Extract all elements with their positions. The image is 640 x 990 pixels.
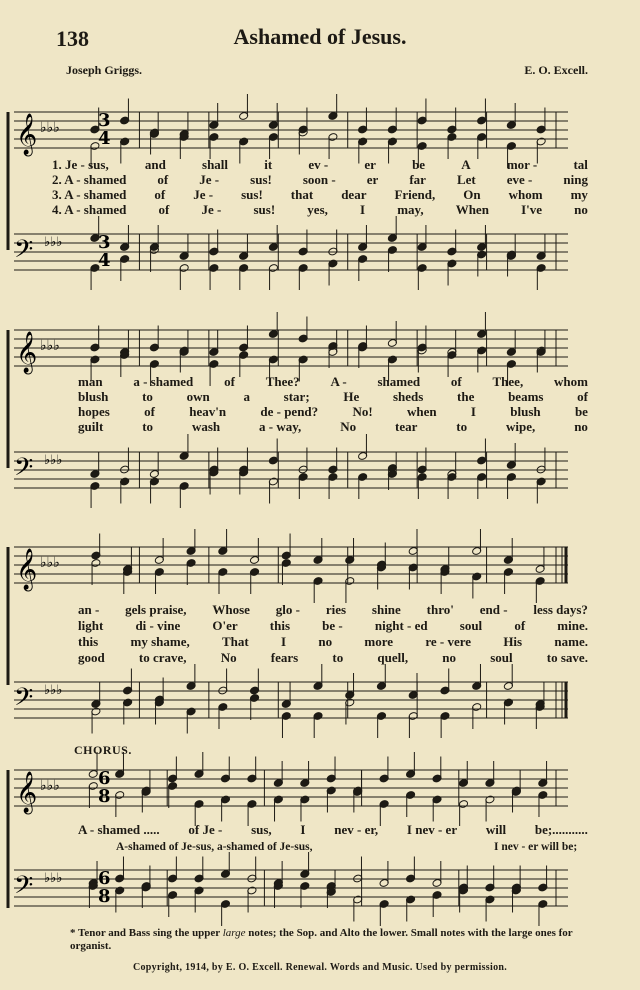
verse-3-line-2	[78, 404, 588, 420]
lyric-syllable: star;	[283, 389, 310, 404]
svg-text:♭♭♭: ♭♭♭	[44, 453, 63, 468]
lyric-syllable: Je -	[201, 202, 222, 217]
lyric-syllable: shine	[371, 602, 401, 617]
chorus-bass-staff	[0, 868, 570, 910]
svg-text:6: 6	[98, 868, 111, 889]
svg-text:♭♭♭: ♭♭♭	[40, 338, 60, 354]
lyric-syllable: end -	[479, 602, 508, 617]
lyric-syllable: whom	[553, 374, 588, 389]
treble-clef-icon: 𝄞	[16, 114, 38, 155]
lyric-syllable: that	[290, 187, 314, 202]
lyric-syllable: own	[186, 389, 210, 404]
lyric-syllable: 2. A - shamed	[52, 172, 127, 187]
lyric-syllable: blush	[78, 389, 109, 404]
svg-text:8: 8	[98, 786, 111, 807]
lyric-syllable: of	[144, 404, 155, 419]
lyric-syllable: 3. A - shamed	[52, 187, 127, 202]
lyric-syllable: be	[574, 404, 588, 419]
lyric-syllable: of	[158, 202, 170, 217]
verse-4-line-2	[78, 419, 588, 435]
lyric-syllable: Je -	[193, 187, 214, 202]
chorus-bass-lyric: A-shamed of Je-sus, a-shamed of Je-sus,	[116, 841, 313, 853]
lyric-syllable: no	[318, 634, 333, 649]
lyric-syllable: wipe,	[506, 419, 536, 434]
system-3-bass-staff	[0, 680, 570, 722]
lyric-syllable: gels praise,	[125, 602, 187, 617]
lyric-syllable: When	[455, 202, 489, 217]
lyric-syllable: Je -	[199, 172, 220, 187]
lyric-syllable: night - ed	[374, 618, 428, 633]
lyric-syllable: mine.	[557, 618, 588, 633]
lyric-syllable: soul	[490, 650, 513, 665]
time-signature-verse	[96, 108, 116, 278]
lyric-syllable: I	[360, 202, 366, 217]
svg-text:♭♭♭: ♭♭♭	[44, 235, 63, 250]
lyric-syllable: 4. A - shamed	[52, 202, 127, 217]
chorus-label: CHORUS.	[74, 743, 132, 757]
composer-credit: E. O. Excell.	[524, 63, 588, 77]
lyric-syllable: re - vere	[425, 634, 472, 649]
system-2-treble-staff	[0, 328, 570, 373]
lyric-syllable: of	[450, 374, 462, 389]
lyric-syllable: I've	[521, 202, 543, 217]
lyric-syllable: may,	[397, 202, 424, 217]
lyric-syllable: hopes	[78, 404, 110, 419]
lyric-syllable: ries	[325, 602, 347, 617]
lyric-syllable: sus,	[251, 822, 272, 837]
lyric-syllable: ning	[563, 172, 588, 187]
lyric-syllable: sus!	[253, 202, 276, 217]
lyric-syllable: 1. Je - sus,	[52, 157, 109, 172]
lyric-syllable: quell,	[377, 650, 409, 665]
key-signature: ♭♭♭	[40, 120, 60, 136]
verse-3-line-3	[78, 634, 588, 650]
lyric-syllable: ev -	[308, 157, 329, 172]
lyric-syllable: er	[366, 172, 379, 187]
system-1-bass-staff	[0, 232, 570, 274]
lyric-syllable: tal	[573, 157, 588, 172]
verse-4-line-1	[52, 202, 588, 218]
lyric-syllable: I nev - er	[406, 822, 458, 837]
lyric-syllable: soul	[459, 618, 483, 633]
hymn-title: Ashamed of Jesus.	[233, 24, 407, 49]
lyric-syllable: of	[577, 389, 588, 404]
lyric-syllable: Friend,	[394, 187, 436, 202]
lyric-syllable: to crave,	[138, 650, 187, 665]
lyric-syllable: blush	[510, 404, 541, 419]
lyric-syllable: light	[78, 618, 104, 633]
lyric-syllable: A - shamed .....	[78, 822, 160, 837]
lyric-syllable: glo -	[275, 602, 300, 617]
lyric-syllable: far	[409, 172, 426, 187]
svg-text:4: 4	[98, 250, 111, 271]
lyric-syllable: fears	[270, 650, 299, 665]
lyric-syllable: On	[463, 187, 481, 202]
bass-clef-icon: 𝄢	[14, 235, 34, 270]
lyric-syllable: guilt	[78, 419, 104, 434]
lyric-syllable: no	[574, 202, 588, 217]
lyric-syllable: my shame,	[130, 634, 190, 649]
lyric-syllable: of	[224, 374, 235, 389]
lyric-syllable: Thee?	[265, 374, 300, 389]
lyric-syllable: No	[220, 650, 237, 665]
lyric-syllable: beams	[508, 389, 544, 404]
lyric-syllable: No	[340, 419, 357, 434]
verse-2-line-3	[78, 618, 588, 634]
lyric-syllable: to	[332, 650, 344, 665]
chorus-bass-lyric-end: I nev - er will be;	[494, 841, 578, 853]
svg-text:8: 8	[98, 886, 111, 907]
lyric-syllable: a - shamed	[133, 374, 194, 389]
lyric-syllable: thro'	[426, 602, 454, 617]
svg-text:𝄞: 𝄞	[16, 772, 38, 813]
lyric-syllable: to save.	[546, 650, 588, 665]
lyric-syllable: O'er	[212, 618, 238, 633]
lyric-syllable: less days?	[533, 602, 588, 617]
lyric-syllable: yes,	[307, 202, 328, 217]
lyric-syllable: no	[442, 650, 457, 665]
lyric-syllable: mor -	[506, 157, 538, 172]
page-number: 138	[56, 26, 89, 51]
lyric-syllable: Let	[456, 172, 476, 187]
lyric-syllable: be;...........	[534, 822, 588, 837]
time-signature-chorus	[96, 766, 116, 916]
lyric-syllable: I	[300, 822, 306, 837]
lyric-syllable: sheds	[392, 389, 424, 404]
lyric-syllable: That	[222, 634, 249, 649]
lyric-syllable: of Je -	[188, 822, 223, 837]
lyric-syllable: di - vine	[135, 618, 181, 633]
svg-text:3: 3	[98, 232, 111, 253]
lyric-syllable: A -	[330, 374, 347, 389]
verse-3-line-1	[52, 187, 588, 203]
svg-text:𝄢: 𝄢	[14, 871, 34, 906]
lyric-syllable: de - pend?	[260, 404, 319, 419]
lyric-syllable: a - way,	[259, 419, 302, 434]
svg-text:𝄞: 𝄞	[16, 549, 38, 590]
lyric-syllable: be -	[322, 618, 343, 633]
lyric-syllable: name.	[554, 634, 588, 649]
lyric-syllable: soon -	[302, 172, 336, 187]
lyric-syllable: to	[142, 419, 154, 434]
verse-4-line-3	[78, 650, 588, 666]
lyric-syllable: it	[264, 157, 273, 172]
lyric-syllable: an -	[78, 602, 100, 617]
svg-text:𝄞: 𝄞	[16, 332, 38, 373]
lyric-syllable: this	[269, 618, 291, 633]
verse-1-line-3	[78, 602, 588, 618]
svg-text:𝄢: 𝄢	[14, 453, 34, 488]
lyric-syllable: man	[78, 374, 103, 389]
lyric-syllable: to	[142, 389, 153, 404]
chorus-treble-staff	[0, 768, 570, 813]
lyric-syllable: good	[78, 650, 105, 665]
lyric-syllable: of	[154, 187, 166, 202]
lyric-syllable: nev - er,	[334, 822, 379, 837]
lyric-syllable: eve -	[506, 172, 533, 187]
lyric-syllable: of	[514, 618, 526, 633]
verse-2-line-1	[52, 172, 588, 188]
chorus-lyric-line	[78, 822, 588, 838]
svg-text:𝄢: 𝄢	[14, 683, 34, 718]
copyright-notice: Copyright, 1914, by E. O. Excell. Renewal. Words and Music. Used by permission.	[132, 962, 508, 973]
footnote: * Tenor and Bass sing the upper large notes; the Sop. and Alto the lower. Small notes with the large ones for organist.	[70, 927, 573, 952]
lyric-syllable: tear	[395, 419, 418, 434]
lyric-syllable: when	[406, 404, 437, 419]
lyric-syllable: He	[343, 389, 360, 404]
svg-text:♭♭♭: ♭♭♭	[40, 555, 60, 571]
lyric-syllable: the	[457, 389, 475, 404]
system-1-treble-staff	[0, 110, 570, 155]
time-sig-bottom: 4	[98, 128, 111, 149]
system-2-bass-staff	[0, 450, 570, 492]
lyric-syllable: dear	[341, 187, 367, 202]
lyric-syllable: my	[570, 187, 588, 202]
lyric-syllable: and	[144, 157, 166, 172]
author-credit: Joseph Griggs.	[66, 63, 143, 77]
verse-1-line-2	[78, 374, 588, 390]
lyric-syllable: I	[470, 404, 476, 419]
lyric-syllable: be	[412, 157, 426, 172]
lyric-syllable: whom	[508, 187, 543, 202]
lyric-syllable: I	[281, 634, 287, 649]
verse-2-line-2	[78, 389, 588, 405]
lyric-syllable: will	[485, 822, 507, 837]
lyric-syllable: Thee,	[492, 374, 524, 389]
lyric-syllable: to	[456, 419, 468, 434]
lyric-syllable: A	[461, 157, 471, 172]
lyric-syllable: more	[364, 634, 394, 649]
lyric-syllable: sus!	[250, 172, 272, 187]
lyric-syllable: shall	[202, 157, 229, 172]
lyric-syllable: er	[364, 157, 376, 172]
lyric-syllable: sus!	[241, 187, 263, 202]
lyric-syllable: of	[157, 172, 169, 187]
svg-text:♭♭♭: ♭♭♭	[44, 871, 63, 886]
svg-text:6: 6	[98, 768, 111, 789]
lyric-syllable: No!	[352, 404, 373, 419]
verse-1-line-1	[52, 157, 588, 173]
lyric-syllable: a	[243, 389, 250, 404]
system-3-treble-staff	[0, 545, 570, 590]
lyric-syllable: shamed	[377, 374, 421, 389]
lyric-syllable: His	[503, 634, 523, 649]
lyric-syllable: wash	[191, 419, 221, 434]
lyric-syllable: this	[78, 634, 99, 649]
svg-text:♭♭♭: ♭♭♭	[40, 778, 60, 794]
lyric-syllable: heav'n	[189, 404, 227, 419]
svg-text:♭♭♭: ♭♭♭	[44, 683, 63, 698]
time-sig-top: 3	[98, 110, 111, 131]
lyric-syllable: no	[574, 419, 588, 434]
lyric-syllable: Whose	[212, 602, 250, 617]
